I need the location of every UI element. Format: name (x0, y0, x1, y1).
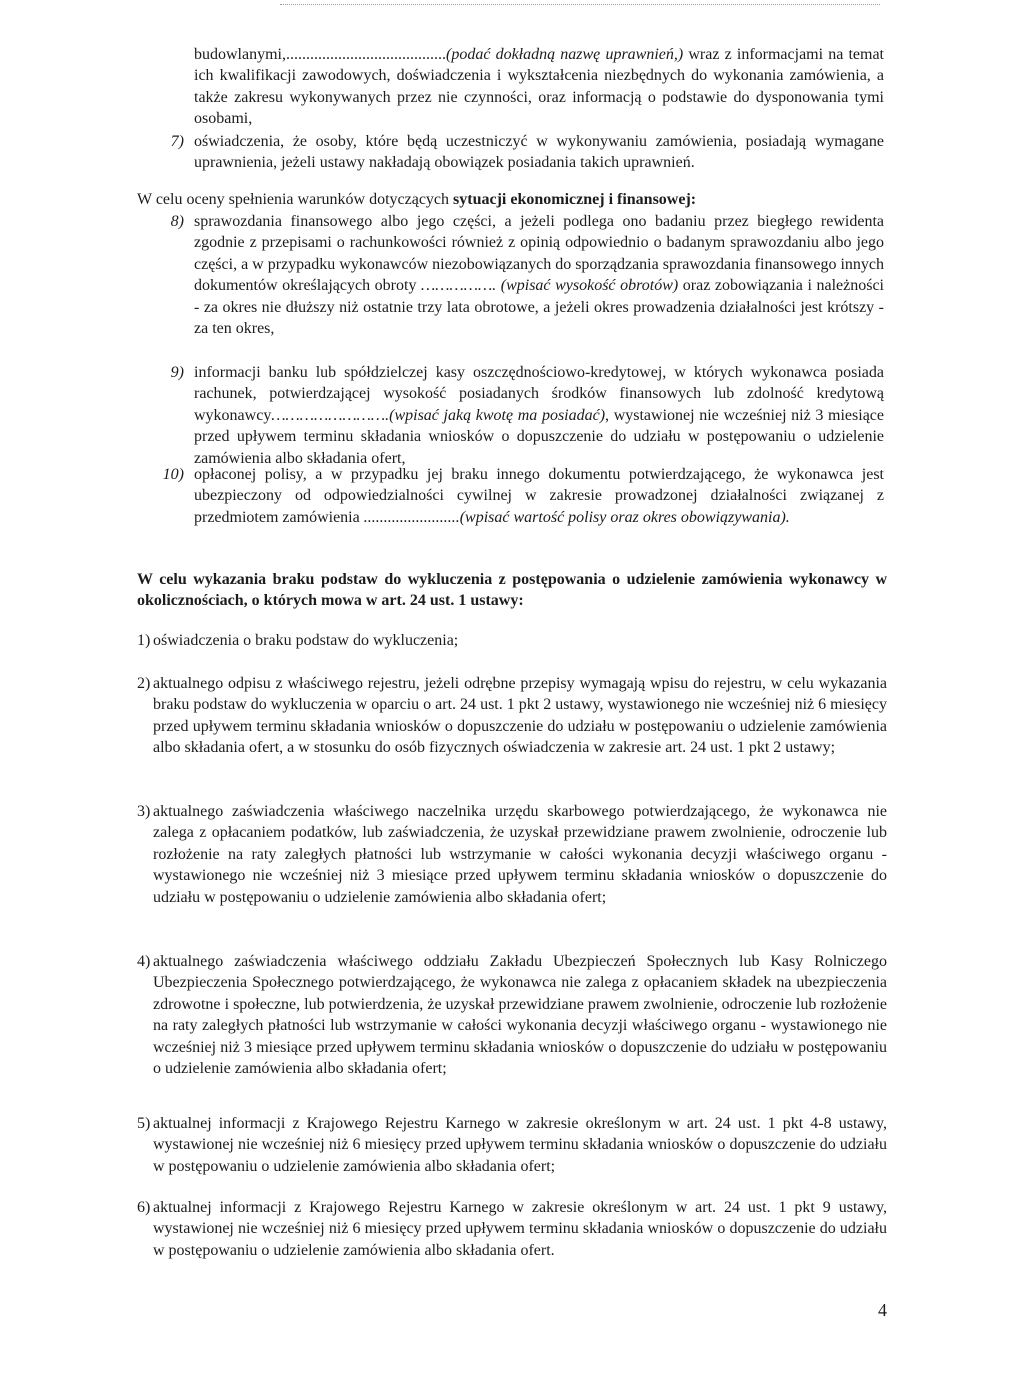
list-item-number: 1) (137, 632, 151, 649)
list-item-10 (162, 464, 884, 528)
text-fragment: opłaconej polisy, a w przypadku jej braku innego dokumentu potwierdzającego, że wykonawca jest ubezpieczony od odpowiedzialności cywilnej w zakresie prowadzonej działalności związanej z przedmiotem zamówienia (194, 466, 884, 526)
exclusion-item-2 (137, 673, 887, 759)
section-heading-exclusion: W celu wykazania braku podstaw do wykluczenia z postępowania o udzielenie zamówienia wykonawcy w okolicznościach, o których mowa w art. 24 ust. 1 ustawy: (137, 571, 887, 610)
list-item-number: 10) (162, 466, 184, 483)
list-item-number: 2) (137, 675, 151, 692)
text-fragment: budowlanymi, (194, 46, 286, 63)
list-item-text: aktualnego odpisu z właściwego rejestru, jeżeli odrębne przepisy wymagają wpisu do rejestru, w celu wykazania braku podstaw do wykluczenia w oparciu o art. 24 ust. 1 pkt 2 ustawy, wystawionego nie wcześniej niż 6 miesięcy przed upływem terminu składania wniosków o dopuszczenie do udziału w postępowaniu o udzielenie zamówienia albo składania ofert, a w stosunku do osób fizycznych oświadczenia w zakresie art. 24 ust. 1 pkt 2 ustawy; (153, 675, 887, 757)
exclusion-item-6 (137, 1197, 887, 1261)
fill-in-instruction: (podać dokładną nazwę uprawnień,) (446, 46, 684, 63)
text-fragment: wraz z informacjami na temat ich kwalifikacji zawodowych, doświadczenia i wykształcenia niezbędnych do wykonania zamówienia, a także zakresu wykonywanych przez nie czynności, oraz informacją o podstawie do dysponowania tymi osobami, (194, 46, 885, 128)
list-item-text: aktualnej informacji z Krajowego Rejestru Karnego w zakresie określonym w art. 24 ust. 1 pkt 4-8 ustawy, wystawionej nie wcześniej niż 6 miesięcy przed upływem terminu składania wniosków o dopuszczenie do udziału w postępowaniu o udzielenie zamówienia albo składania ofert; (153, 1115, 887, 1175)
text-fragment: sprawozdania finansowego albo jego części, a jeżeli podlega ono badaniu przez biegłego rewidenta zgodnie z przepisami o rachunkowości również z opinią odpowiednio o badanym sprawozdaniu albo jego części, a w przypadku wykonawców niezobowiązanych do sporządzania sprawozdania finansowego innych dokumentów określających obroty (194, 213, 884, 295)
list-item-number: 7) (170, 133, 184, 150)
text-fragment: oraz zobowiązania i należności - za okres nie dłuższy niż ostatnie trzy lata obrotowe, a jeżeli okres prowadzenia działalności jest krótszy - za ten okres, (194, 277, 884, 338)
fill-in-instruction: …………………….(wpisać jaką kwotę ma posiadać) (271, 406, 606, 424)
exclusion-item-4 (137, 951, 887, 1079)
list-item-number: 4) (137, 953, 151, 970)
list-item-text: aktualnego zaświadczenia właściwego naczelnika urzędu skarbowego potwierdzającego, że wykonawca nie zalega z opłacaniem podatków, lub zaświadczenia, że uzyskał przewidziane prawem zwolnienie, odroczenie lub rozłożenie na raty zaległych płatności lub wstrzymanie w całości wykonania decyzji właściwego organu - wystawionego nie wcześniej niż 3 miesiące przed upływem terminu składania wniosków o dopuszczenie do udziału w postępowaniu o udzielenie zamówienia albo składania ofert; (153, 803, 887, 906)
exclusion-item-5 (137, 1113, 887, 1177)
list-item-number: 5) (137, 1115, 151, 1132)
fill-in-instruction: ........................(wpisać wartość polisy oraz okres obowiązywania). (363, 508, 790, 526)
text-fragment: informacji banku lub spółdzielczej kasy oszczędnościowo-kredytowej, w których wykonawca posiada rachunek, potwierdzającej wysokość posiadanych środków finansowych lub zdolność kredytową wykonawcy (194, 364, 884, 424)
exclusion-item-1 (137, 630, 887, 651)
page-number: 4 (878, 1300, 887, 1320)
list-item-number: 3) (137, 803, 151, 820)
list-item-9 (170, 362, 884, 469)
list-item-8 (170, 211, 884, 339)
fill-in-dots: ........................................ (286, 46, 446, 63)
scan-top-border (280, 4, 880, 5)
list-item-7 (170, 131, 884, 174)
section-intro-economic (137, 189, 887, 210)
fill-in-instruction: ……………. (wpisać wysokość obrotów) (421, 277, 679, 295)
list-item-number: 9) (170, 364, 184, 381)
text-fragment: W celu oceny spełnienia warunków dotyczących (137, 191, 454, 208)
list-item-text: aktualnej informacji z Krajowego Rejestru Karnego w zakresie określonym w art. 24 ust. 1 pkt 9 ustawy, wystawionej nie wcześniej niż 6 miesięcy przed upływem terminu składania wniosków o dopuszczenie do udziału w postępowaniu o udzielenie zamówienia albo składania ofert. (153, 1199, 887, 1259)
list-item-number: 6) (137, 1199, 151, 1216)
section-intro-emphasis: sytuacji ekonomicznej i finansowej: (453, 191, 697, 208)
list-item-text: oświadczenia, że osoby, które będą uczestniczyć w wykonywaniu zamówienia, posiadają wymagane uprawnienia, jeżeli ustawy nakładają obowiązek posiadania takich uprawnień. (194, 133, 884, 172)
text-fragment: , wystawionej nie wcześniej niż 3 miesiące przed upływem terminu składania wniosków o dopuszczenie do udziału w postępowaniu o udzielenie zamówienia albo składania ofert, (194, 406, 884, 467)
list-item-number: 8) (170, 213, 184, 230)
paragraph-continuation (194, 44, 884, 130)
list-item-text: oświadczenia o braku podstaw do wykluczenia; (153, 632, 459, 649)
exclusion-item-3 (137, 801, 887, 908)
list-item-text: aktualnego zaświadczenia właściwego oddziału Zakładu Ubezpieczeń Społecznych lub Kasy Rolniczego Ubezpieczenia Społecznego potwierdzającego, że wykonawca nie zalega z opłacaniem składek na ubezpieczenia zdrowotne i społeczne, lub potwierdzenia, że uzyskał przewidziane prawem zwolnienie, odroczenie lub rozłożenie na raty zaległych płatności lub wstrzymanie w całości wykonania decyzji właściwego organu - wystawionego nie wcześniej niż 3 miesiące przed upływem terminu składania wniosków o dopuszczenie do udziału w postępowaniu o udzielenie zamówienia albo składania ofert; (153, 953, 887, 1078)
